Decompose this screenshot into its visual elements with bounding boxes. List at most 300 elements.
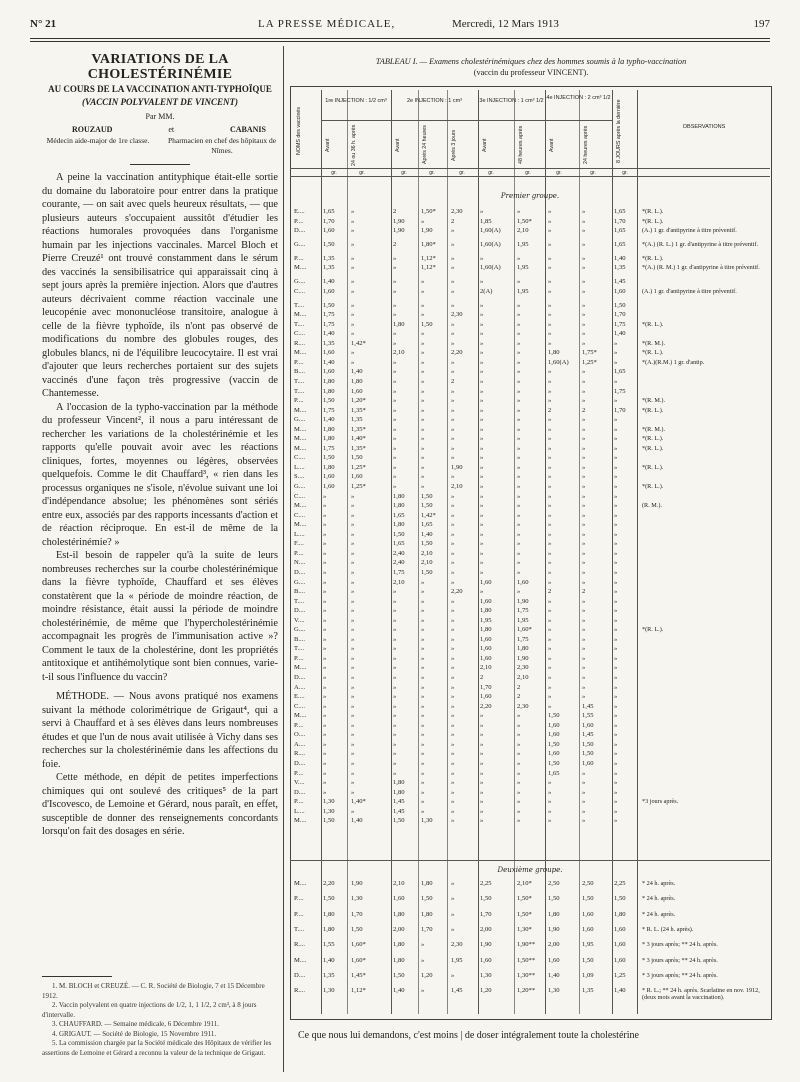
value-cell: 1,50 (323, 454, 335, 462)
value-cell: » (421, 693, 425, 701)
value-cell: » (351, 540, 355, 548)
value-cell: 2 (393, 208, 397, 215)
value-cell: » (393, 473, 397, 481)
value-cell: 2(A) (480, 287, 493, 295)
table-row (292, 311, 768, 321)
column-divider (283, 46, 284, 1072)
patient-name: S.... (294, 473, 305, 481)
value-cell: » (421, 387, 425, 395)
value-cell: » (421, 731, 425, 739)
value-cell: » (517, 387, 521, 395)
value-cell: 1,60 (614, 287, 626, 295)
value-cell: » (351, 549, 355, 557)
value-cell: » (451, 502, 455, 510)
patient-name: M.... (294, 349, 307, 357)
value-cell: » (421, 483, 425, 491)
value-cell: » (582, 674, 586, 682)
value-cell: 1,95 (582, 941, 594, 949)
author-2: CABANIS (229, 125, 266, 134)
table-group-rule (290, 860, 770, 861)
value-cell: » (582, 425, 586, 433)
value-cell: » (517, 492, 521, 500)
value-cell: » (451, 521, 455, 529)
value-cell: 1,95 (517, 287, 529, 295)
value-cell: 1,80 (393, 502, 405, 510)
value-cell: » (351, 740, 355, 748)
value-cell: » (421, 454, 425, 462)
value-cell: » (480, 788, 484, 796)
patient-name: G.... (294, 416, 306, 424)
value-cell: » (517, 740, 521, 748)
value-cell: » (451, 750, 455, 758)
article-column (42, 52, 278, 839)
value-cell: » (548, 693, 552, 701)
table-caption-line-2: (vaccin du professeur VINCENT). (473, 68, 589, 77)
value-cell: » (548, 521, 552, 529)
value-cell: 1,50** (517, 956, 536, 964)
value-cell: 1,35 (323, 971, 335, 979)
journal-title: LA PRESSE MÉDICALE, (258, 18, 396, 30)
value-cell: » (421, 435, 425, 443)
value-cell: » (480, 502, 484, 510)
value-cell: 1,45 (393, 807, 405, 815)
value-cell: » (451, 683, 455, 691)
value-cell: » (393, 721, 397, 729)
value-cell: » (323, 693, 327, 701)
patient-name: D.... (294, 788, 306, 796)
value-cell: » (517, 406, 521, 414)
value-cell: » (451, 454, 455, 462)
value-cell: 2,10 (480, 664, 492, 672)
value-cell: » (351, 578, 355, 586)
unit-label: gr. (488, 170, 494, 176)
value-cell: 2 (517, 683, 521, 691)
value-cell: » (393, 264, 397, 272)
value-cell: » (480, 779, 484, 787)
patient-name: M.... (294, 264, 307, 272)
value-cell: 1,30 (480, 971, 492, 979)
value-cell: » (480, 712, 484, 720)
value-cell: 2,30 (451, 208, 463, 215)
value-cell: » (393, 759, 397, 767)
value-cell: » (614, 645, 618, 653)
value-cell: » (393, 397, 397, 405)
value-cell: 2 (548, 588, 552, 596)
table-row (292, 407, 768, 417)
value-cell: » (480, 416, 484, 424)
patient-name: P.... (294, 895, 304, 903)
value-cell: » (614, 731, 618, 739)
value-cell: » (582, 559, 586, 567)
table-row (292, 330, 768, 340)
observation-cell: * 24 h. après. (642, 880, 676, 887)
value-cell: 1,80 (393, 492, 405, 500)
table-row (292, 895, 768, 905)
value-cell: » (451, 416, 455, 424)
value-cell: » (351, 320, 355, 328)
paragraph: A l'occasion de la typho-vaccination par la méthode du professeur Vincent², il nous a paru intéressant de rechercher les variations de la cholestérinémie et les rapports qu'elle pouvait avoir avec les réactions cliniques, fortes, moyennes ou légères, observées quelquefois. Comme le dit Chauffard³, « rien dans les processus organiques ne s'isole, n'évolue suivant une loi d'indépendance absolue; les phénomènes sont sériés entre eux, associés par des rapports incessants d'action et de réaction réciproque. En est-il de même de la cholestérinémie? » (42, 401, 278, 548)
value-cell: » (393, 712, 397, 720)
value-cell: » (614, 559, 618, 567)
value-cell: » (323, 511, 327, 519)
value-cell: » (351, 349, 355, 357)
footnotes (42, 982, 278, 1058)
value-cell: » (421, 759, 425, 767)
value-cell: » (323, 664, 327, 672)
value-cell: 1,50 (393, 817, 405, 825)
value-cell: » (548, 278, 552, 286)
value-cell: 1,60 (480, 635, 492, 643)
value-cell: » (614, 358, 618, 366)
table-row (292, 770, 768, 780)
value-cell: » (351, 559, 355, 567)
table-row (292, 645, 768, 655)
value-cell: 1,60 (351, 473, 363, 481)
patient-name: T.... (294, 645, 305, 653)
value-cell: 1,30** (517, 971, 536, 979)
value-cell: 1,75* (582, 349, 597, 357)
table-row (292, 288, 768, 298)
value-cell: » (480, 387, 484, 395)
value-cell: 1,60 (548, 721, 560, 729)
value-cell: 1,60 (393, 895, 405, 903)
value-cell: » (614, 549, 618, 557)
value-cell: » (421, 301, 425, 309)
table-row (292, 684, 768, 694)
patient-name: D.... (294, 607, 306, 615)
value-cell: 1,45 (451, 987, 463, 995)
column-subheader: 24 heures après (583, 125, 589, 165)
value-cell: » (614, 521, 618, 529)
value-cell: 1,55 (323, 941, 335, 949)
value-cell: » (323, 607, 327, 615)
value-cell: » (421, 588, 425, 596)
value-cell: » (480, 530, 484, 538)
value-cell: 2,10 (517, 227, 529, 235)
value-cell: » (421, 635, 425, 643)
observation-cell: *(R. L.). (642, 435, 664, 443)
value-cell: 2 (480, 674, 484, 682)
value-cell: 1,80 (323, 387, 335, 395)
value-cell: » (548, 217, 552, 225)
value-cell: » (582, 597, 586, 605)
value-cell: » (451, 320, 455, 328)
value-cell: » (517, 416, 521, 424)
value-cell: » (517, 502, 521, 510)
value-cell: » (582, 397, 586, 405)
patient-name: B.... (294, 588, 305, 596)
patient-name: A.... (294, 740, 306, 748)
patient-name: C.... (294, 330, 305, 338)
value-cell: » (351, 721, 355, 729)
observation-cell: (A.) 1 gr. d'antipyrine à titre préventif. (642, 227, 737, 235)
value-cell: 2,20 (451, 349, 463, 357)
table-row (292, 664, 768, 674)
value-cell: 1,25* (582, 358, 597, 366)
article-subtitle-2: (VACCIN POLYVALENT DE VINCENT) (81, 97, 239, 107)
value-cell: 2 (582, 588, 586, 596)
observation-cell: * R. L. (24 h. après). (642, 925, 694, 933)
observation-cell: *(R. M.). (642, 397, 666, 405)
table-row (292, 588, 768, 598)
value-cell: » (548, 397, 552, 405)
paragraph: Cette méthode, en dépit de petites imperfections chimiques qui ont soulevé des critiques⁵ de la part d'Iscovesco, de Lemoine et Gérard, nous paraît, en effet, susceptible de donner des renseignements concordants lorsqu'on fait des dosages en série. (42, 772, 278, 837)
value-cell: » (582, 278, 586, 286)
value-cell: » (323, 769, 327, 777)
observation-cell: *(R. L.). (642, 463, 664, 471)
value-cell: 2,40 (393, 549, 405, 557)
value-cell: » (517, 368, 521, 376)
value-cell: » (351, 597, 355, 605)
patient-name: R.... (294, 339, 305, 347)
value-cell: 1,12* (421, 264, 436, 272)
value-cell: » (548, 511, 552, 519)
article-title: VARIATIONS DE LA CHOLESTÉRINÉMIE (87, 52, 233, 82)
value-cell: » (393, 454, 397, 462)
value-cell: 1,80 (323, 425, 335, 433)
value-cell: » (451, 540, 455, 548)
value-cell: » (517, 807, 521, 815)
value-cell: 2,20 (323, 880, 335, 887)
value-cell: 1,60 (614, 941, 626, 949)
table-row (292, 531, 768, 541)
value-cell: » (582, 664, 586, 672)
value-cell: 1,90 (421, 227, 433, 235)
value-cell: 2 (582, 406, 586, 414)
patient-name: M.... (294, 435, 307, 443)
value-cell: » (393, 483, 397, 491)
value-cell: » (323, 635, 327, 643)
value-cell: » (451, 769, 455, 777)
value-cell: » (451, 397, 455, 405)
value-cell: » (421, 645, 425, 653)
value-cell: » (451, 910, 455, 918)
unit-label: gr. (525, 170, 531, 176)
value-cell: » (517, 208, 521, 215)
value-cell: » (548, 635, 552, 643)
value-cell: 2,10 (393, 349, 405, 357)
patient-name: P.... (294, 217, 304, 225)
table-row (292, 473, 768, 483)
value-cell: » (421, 597, 425, 605)
value-cell: 2 (451, 377, 455, 385)
value-cell: » (548, 287, 552, 295)
value-cell: 1,80 (548, 910, 560, 918)
value-cell: 1,40 (614, 254, 626, 262)
value-cell: 1,60 (480, 597, 492, 605)
patient-name: A.... (294, 683, 306, 691)
value-cell: 1,80 (323, 910, 335, 918)
value-cell: » (548, 568, 552, 576)
table-row (292, 302, 768, 312)
column-subheader: 48 heures après (518, 125, 524, 165)
value-cell: 1,40 (614, 987, 626, 995)
patient-name: T.... (294, 301, 305, 309)
value-cell: » (421, 807, 425, 815)
value-cell: » (451, 254, 455, 262)
value-cell: 1,60 (480, 645, 492, 653)
value-cell: 1,40 (393, 987, 405, 995)
value-cell: » (614, 377, 618, 385)
value-cell: » (451, 425, 455, 433)
value-cell: 1,25* (351, 483, 366, 491)
value-cell: 1,60 (582, 910, 594, 918)
value-cell: » (351, 664, 355, 672)
value-cell: » (323, 779, 327, 787)
value-cell: 2,30 (517, 702, 529, 710)
value-cell: » (614, 473, 618, 481)
value-cell: 1,12* (351, 987, 366, 995)
unit-label: gr. (401, 170, 407, 176)
value-cell: 1,80 (393, 956, 405, 964)
value-cell: 1,90 (393, 227, 405, 235)
value-cell: » (582, 693, 586, 701)
patient-name: D.... (294, 759, 306, 767)
value-cell: » (548, 473, 552, 481)
table-row (292, 368, 768, 378)
value-cell: » (548, 597, 552, 605)
unit-label: gr. (590, 170, 596, 176)
value-cell: » (393, 377, 397, 385)
value-cell: » (421, 721, 425, 729)
value-cell: » (614, 702, 618, 710)
value-cell: » (393, 702, 397, 710)
value-cell: » (614, 511, 618, 519)
observation-cell: *3 jours après. (642, 798, 679, 806)
value-cell: » (517, 511, 521, 519)
value-cell: 1,50 (548, 740, 560, 748)
value-cell: » (480, 473, 484, 481)
value-cell: 1,55 (582, 712, 594, 720)
patient-name: P.... (294, 254, 304, 262)
column-header-inj2: 2e INJECTION : 1 cm³ (406, 98, 462, 104)
value-cell: » (323, 712, 327, 720)
value-cell: 1,80 (548, 349, 560, 357)
table-row (292, 493, 768, 503)
patient-name: M.... (294, 502, 307, 510)
value-cell: » (614, 540, 618, 548)
patient-name: P.... (294, 721, 304, 729)
value-cell: » (480, 817, 484, 825)
value-cell: 1,70 (421, 925, 433, 933)
value-cell: » (351, 683, 355, 691)
value-cell: 1,70 (614, 406, 626, 414)
value-cell: 1,35 (323, 339, 335, 347)
patient-name: C.... (294, 454, 305, 462)
value-cell: 2,10* (517, 880, 532, 887)
value-cell: » (421, 626, 425, 634)
value-cell: 1,40 (323, 956, 335, 964)
value-cell: 1,60 (582, 759, 594, 767)
value-cell: » (548, 339, 552, 347)
value-cell: » (393, 358, 397, 366)
value-cell: » (517, 278, 521, 286)
value-cell: » (351, 712, 355, 720)
patient-name: R.... (294, 750, 305, 758)
value-cell: » (393, 416, 397, 424)
table-row (292, 512, 768, 522)
value-cell: » (393, 654, 397, 662)
value-cell: » (351, 750, 355, 758)
patient-name: B.... (294, 635, 305, 643)
value-cell: 1,50 (582, 750, 594, 758)
value-cell: 1,50 (614, 895, 626, 903)
value-cell: » (451, 925, 455, 933)
value-cell: » (451, 798, 455, 806)
value-cell: » (548, 301, 552, 309)
unit-label: gr. (622, 170, 628, 176)
patient-name: E.... (294, 693, 305, 701)
value-cell: 1,80 (421, 880, 433, 887)
value-cell: » (421, 444, 425, 452)
observation-cell: * R. L.; ** 24 h. après. Scarlatine en nov. 1912, (deux mois avant la vaccination). (642, 987, 760, 1002)
value-cell: » (393, 444, 397, 452)
value-cell: 1,80 (517, 645, 529, 653)
value-cell: » (451, 740, 455, 748)
value-cell: 1,80 (393, 320, 405, 328)
value-cell: » (451, 645, 455, 653)
value-cell: 1,50 (582, 895, 594, 903)
value-cell: 1,40 (351, 817, 363, 825)
value-cell: » (421, 740, 425, 748)
observation-cell: (R. M.). (642, 502, 662, 510)
value-cell: 1,30* (517, 925, 532, 933)
value-cell: » (480, 397, 484, 405)
value-cell: 1,30 (351, 895, 363, 903)
value-cell: » (393, 597, 397, 605)
value-cell: » (393, 463, 397, 471)
value-cell: » (517, 358, 521, 366)
value-cell: » (351, 530, 355, 538)
value-cell: 2,00 (548, 941, 560, 949)
value-cell: » (582, 287, 586, 295)
value-cell: 1,80 (480, 607, 492, 615)
value-cell: » (323, 626, 327, 634)
patient-name: T.... (294, 597, 305, 605)
table-row (292, 227, 768, 237)
footnote: 4. GRIGAUT. — Société de Biologie, 15 Novembre 1911. (52, 1029, 217, 1038)
value-cell: » (421, 616, 425, 624)
value-cell: » (517, 549, 521, 557)
value-cell: » (582, 568, 586, 576)
table-row (292, 435, 768, 445)
value-cell: » (451, 702, 455, 710)
value-cell: » (480, 254, 484, 262)
table-row (292, 808, 768, 818)
value-cell: » (480, 301, 484, 309)
value-cell: » (517, 750, 521, 758)
patient-name: V.... (294, 616, 305, 624)
value-cell: » (517, 521, 521, 529)
value-cell: » (548, 616, 552, 624)
value-cell: » (351, 616, 355, 624)
value-cell: » (451, 635, 455, 643)
value-cell: 1,20** (517, 987, 536, 995)
patient-name: L.... (294, 530, 305, 538)
value-cell: » (323, 616, 327, 624)
value-cell: 1,40 (421, 530, 433, 538)
table-caption (292, 56, 770, 78)
value-cell: 1,80 (323, 463, 335, 471)
value-cell: » (393, 769, 397, 777)
value-cell: 1,95 (517, 264, 529, 272)
value-cell: » (582, 817, 586, 825)
table-row (292, 693, 768, 703)
table-header-rule (290, 168, 770, 169)
value-cell: » (582, 208, 586, 215)
patient-name: P.... (294, 798, 304, 806)
table-row (292, 264, 768, 274)
